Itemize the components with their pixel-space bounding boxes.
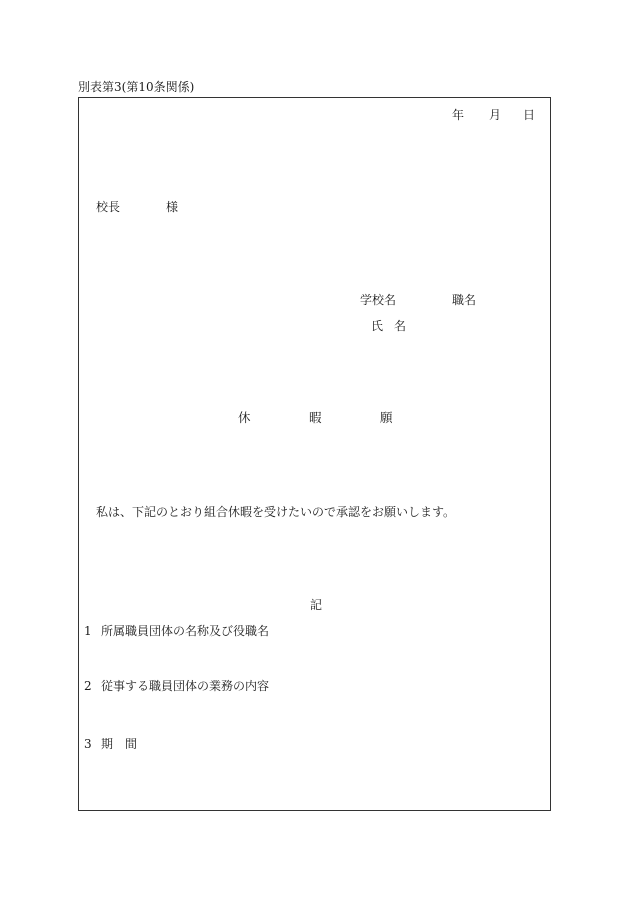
appendix-label: 別表第3(第10条関係) — [78, 80, 195, 94]
record-item-number: 2 — [84, 679, 92, 693]
title-char-1: 休 — [238, 410, 251, 425]
name-label-second: 名 — [394, 319, 407, 333]
record-heading: 記 — [310, 598, 323, 612]
school-name-label: 学校名 — [360, 293, 397, 307]
date-year-label: 年 — [452, 108, 465, 122]
position-label: 職名 — [452, 293, 477, 307]
addressee-title: 校長 — [96, 200, 121, 214]
addressee-honorific: 様 — [166, 200, 179, 214]
record-item-label: 従事する職員団体の業務の内容 — [101, 679, 270, 693]
form-frame — [78, 97, 551, 811]
title-char-3: 願 — [380, 410, 393, 425]
record-item-number: 3 — [84, 737, 92, 751]
record-item-label-first: 期 — [101, 737, 114, 751]
title-char-2: 暇 — [309, 410, 322, 425]
date-day-label: 日 — [523, 108, 536, 122]
request-text: 私は、下記のとおり組合休暇を受けたいので承認をお願いします。 — [96, 505, 456, 519]
record-item-label: 所属職員団体の名称及び役職名 — [101, 624, 270, 638]
record-item-number: 1 — [84, 624, 92, 638]
date-month-label: 月 — [489, 108, 502, 122]
record-item-label-second: 間 — [125, 737, 138, 751]
name-label-first: 氏 — [371, 319, 384, 333]
